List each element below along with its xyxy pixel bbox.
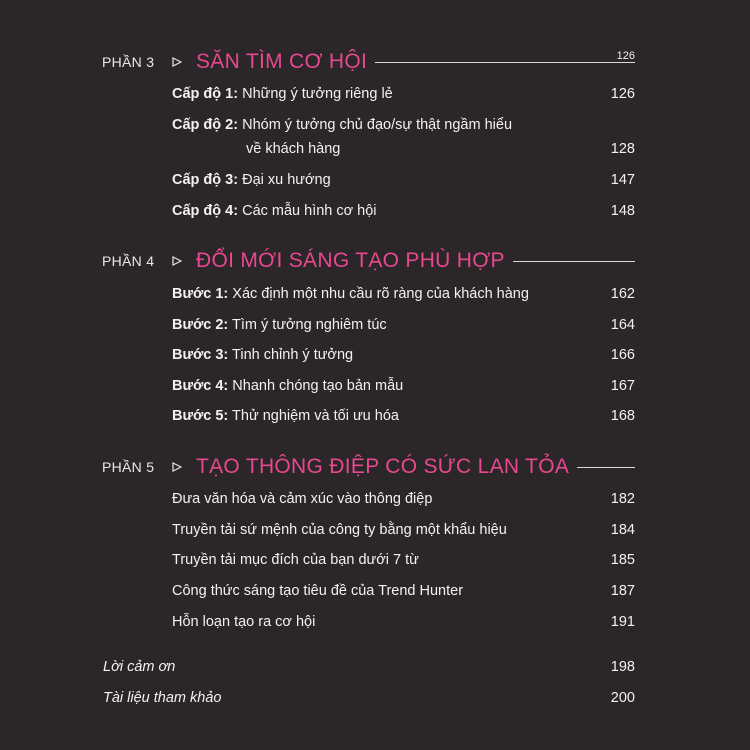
toc-entry: Truyền tải sứ mệnh của công ty bằng một khẩu hiệu 184 xyxy=(172,518,635,542)
triangle-right-icon xyxy=(172,462,182,472)
page-number: 126 xyxy=(610,86,635,102)
toc-entry: Cấp độ 4: Các mẫu hình cơ hội 148 xyxy=(172,199,635,223)
part-title: SĂN TÌM CƠ HỘI xyxy=(196,50,368,73)
page-number: 148 xyxy=(610,203,635,219)
toc-entry: Truyền tải mục đích của bạn dưới 7 từ 185 xyxy=(172,548,635,572)
toc-entry-acknowledgements: Lời cảm ơn 198 xyxy=(103,655,635,679)
page-number: 128 xyxy=(610,141,635,157)
page-number: 167 xyxy=(610,378,635,394)
toc-entry: Cấp độ 3: Đại xu hướng 147 xyxy=(172,168,635,192)
page-number: 191 xyxy=(610,614,635,630)
part-title: TẠO THÔNG ĐIỆP CÓ SỨC LAN TỎA xyxy=(196,455,570,478)
toc-entry: Đưa văn hóa và cảm xúc vào thông điệp 182 xyxy=(172,487,635,511)
toc-entry: Bước 5: Thử nghiệm và tối ưu hóa 168 xyxy=(172,404,635,428)
toc-entry: Cấp độ 2: Nhóm ý tưởng chủ đạo/sự thật ngầm hiểu về khách hàng 128 xyxy=(172,113,635,161)
page-number: 200 xyxy=(610,690,635,706)
toc-entry: Cấp độ 1: Những ý tưởng riêng lẻ 126 xyxy=(172,82,635,106)
part-label: PHẦN 3 xyxy=(102,54,155,70)
page-number: 126 xyxy=(616,50,635,62)
toc-entry: Công thức sáng tạo tiêu đề của Trend Hunter 187 xyxy=(172,579,635,603)
divider-line xyxy=(513,261,635,262)
toc-entry: Bước 4: Nhanh chóng tạo bản mẫu 167 xyxy=(172,374,635,398)
part-title: ĐỔI MỚI SÁNG TẠO PHÙ HỢP xyxy=(196,249,505,272)
page-number: 166 xyxy=(610,347,635,363)
toc-entry-references: Tài liệu tham khảo 200 xyxy=(103,686,635,710)
page-number: 182 xyxy=(610,491,635,507)
part-label: PHẦN 5 xyxy=(102,459,155,475)
page-number: 164 xyxy=(610,317,635,333)
page-number: 162 xyxy=(610,286,635,302)
part-label: PHẦN 4 xyxy=(102,253,155,269)
page-number: 184 xyxy=(610,522,635,538)
page-number: 185 xyxy=(610,552,635,568)
page-number: 147 xyxy=(610,172,635,188)
part-5-heading xyxy=(102,452,635,482)
divider-line xyxy=(577,467,635,468)
triangle-right-icon xyxy=(172,256,182,266)
toc-entry: Bước 2: Tìm ý tưởng nghiêm túc 164 xyxy=(172,313,635,337)
page-number: 198 xyxy=(610,659,635,675)
toc-entry: Bước 3: Tinh chỉnh ý tưởng 166 xyxy=(172,343,635,367)
toc-entry: Bước 1: Xác định một nhu cầu rõ ràng của khách hàng 162 xyxy=(172,282,635,306)
page-number: 168 xyxy=(610,408,635,424)
part-4-heading xyxy=(102,246,635,276)
page-number: 187 xyxy=(610,583,635,599)
toc-entry: Hỗn loạn tạo ra cơ hội 191 xyxy=(172,610,635,634)
part-3-page xyxy=(172,50,635,70)
